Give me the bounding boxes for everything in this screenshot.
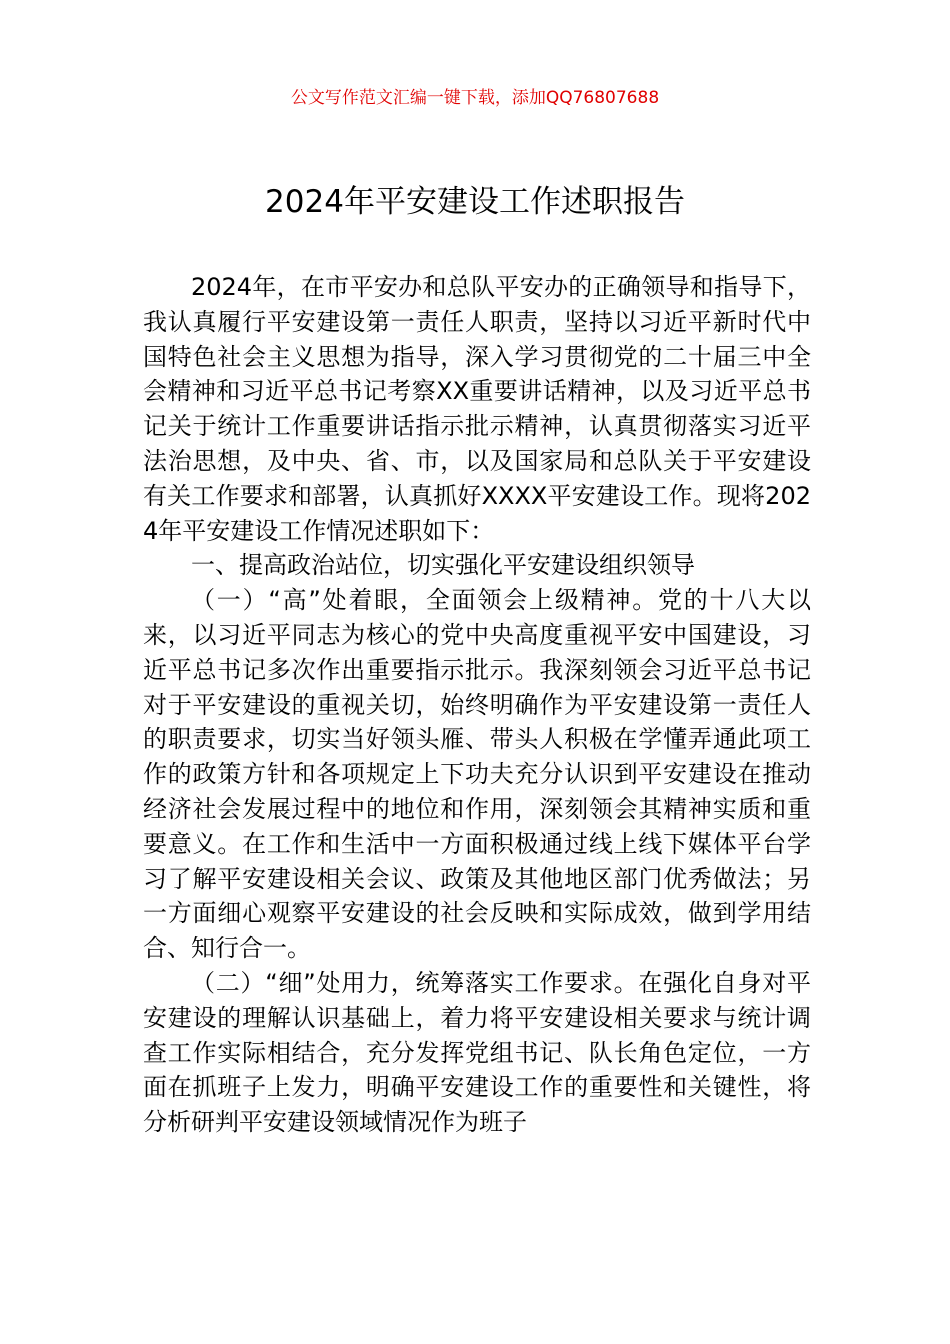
download-promo-note: 公文写作范文汇编一键下载，添加QQ76807688 bbox=[290, 88, 660, 108]
paragraph-intro: 2024年，在市平安办和总队平安办的正确领导和指导下，我认真履行平安建设第一责任人职责，坚持以习近平新时代中国特色社会主义思想为指导，深入学习贯彻党的二十届三中全会精神和习近平总书记考察XX重要讲话精神，以及习近平总书记关于统计工作重要讲话指示批示精神，认真贯彻落实习近平法治思想，及中央、省、市，以及国家局和总队关于平安建设有关工作要求和部署，认真抓好XXXX平安建设工作。现将2024年平安建设工作情况述职如下： bbox=[143, 273, 811, 545]
document-title: 2024年平安建设工作述职报告 bbox=[265, 184, 685, 220]
paragraph-subsection-1: （一）“高”处着眼，全面领会上级精神。党的十八大以来，以习近平同志为核心的党中央高度重视平安中国建设，习近平总书记多次作出重要指示批示。我深刻领会习近平总书记对于平安建设的重视关切，始终明确作为平安建设第一责任人的职责要求，切实当好领头雁、带头人积极在学懂弄通此项工作的政策方针和各项规定上下功夫充分认识到平安建设在推动经济社会发展过程中的地位和作用，深刻领会其精神实质和重要意义。在工作和生活中一方面积极通过线上线下媒体平台学习了解平安建设相关会议、政策及其他地区部门优秀做法；另一方面细心观察平安建设的社会反映和实际成效，做到学用结合、知行合一。 bbox=[143, 586, 811, 963]
section-heading-1: 一、提高政治站位，切实强化平安建设组织领导 bbox=[191, 551, 695, 580]
paragraph-subsection-2: （二）“细”处用力，统筹落实工作要求。在强化自身对平安建设的理解认识基础上，着力将平安建设相关要求与统计调查工作实际相结合，充分发挥党组书记、队长角色定位，一方面在抓班子上发力，明确平安建设工作的重要性和关键性，将分析研判平安建设领域情况作为班子 bbox=[143, 968, 811, 1137]
document-body bbox=[143, 270, 811, 1140]
